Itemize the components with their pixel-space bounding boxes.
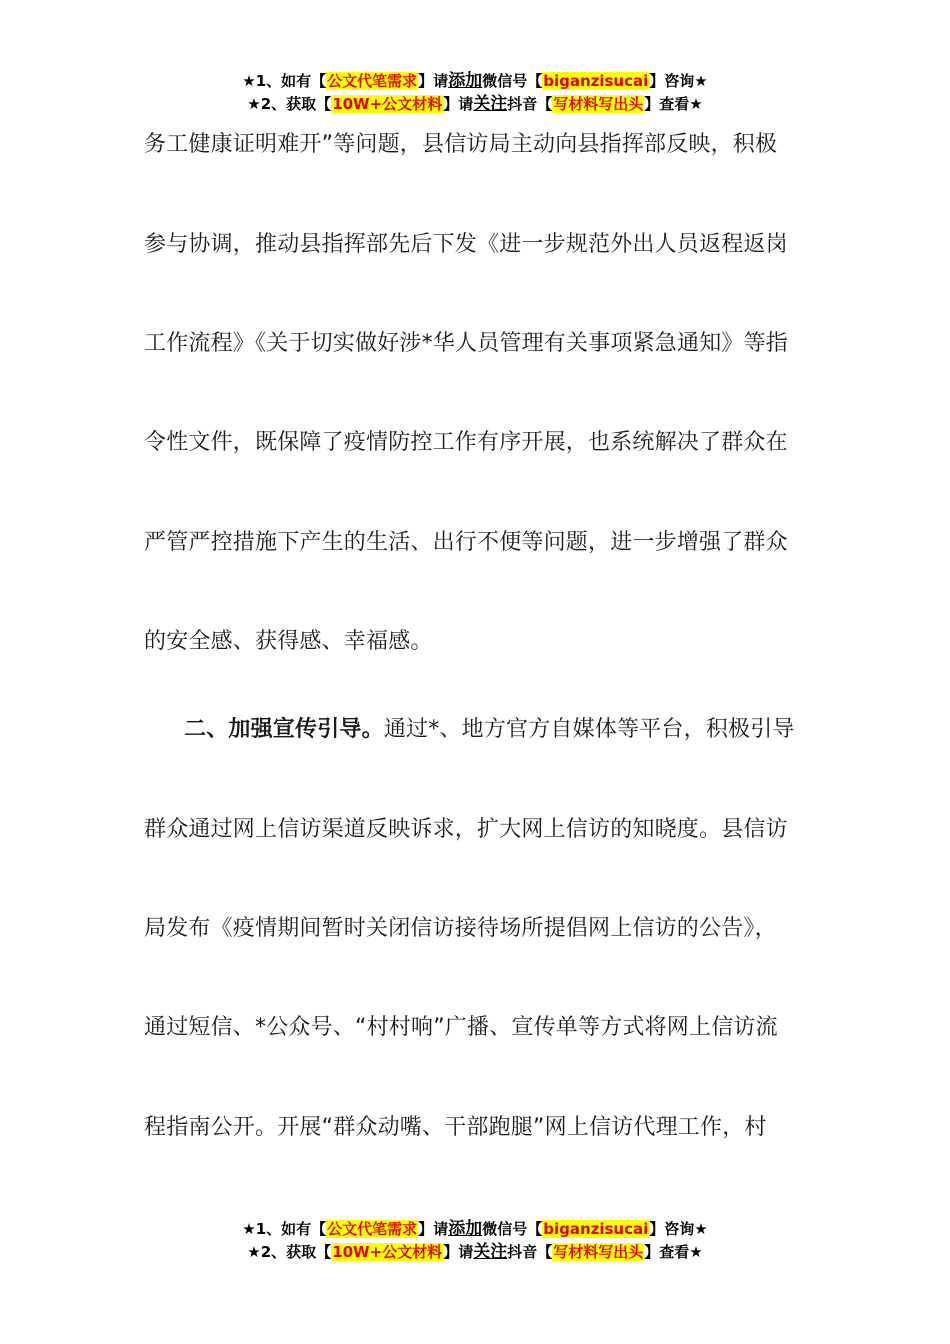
banner-line-1 xyxy=(0,70,950,93)
section-first-line xyxy=(184,715,806,745)
body-line: 程指南公开。开展“群众动嘴、干部跑腿”网上信访代理工作，村 xyxy=(144,1115,767,1140)
banner-text: 抖音【 xyxy=(507,95,553,113)
banner-text: 】咨询★ xyxy=(649,1220,708,1238)
banner-highlight: 公文代笔需求 xyxy=(327,72,418,90)
banner-highlight: biganzisucai xyxy=(543,72,649,90)
section-heading: 二、加强宣传引导。 xyxy=(184,717,384,742)
banner-text: ★1、如有【 xyxy=(242,1220,327,1238)
body-line: 严管严控措施下产生的生活、出行不便等问题，进一步增强了群众 xyxy=(144,530,788,555)
banner-line-2 xyxy=(0,1241,950,1264)
banner-underline: 添加 xyxy=(448,71,483,91)
banner-text: 微信号【 xyxy=(482,1220,543,1238)
banner-text: ★1、如有【 xyxy=(242,72,327,90)
header-banner xyxy=(0,70,950,116)
banner-highlight: 10W+公文材料 xyxy=(332,1243,443,1261)
banner-text: 】查看★ xyxy=(644,1243,703,1261)
banner-text: ★2、获取【 xyxy=(247,1243,332,1261)
banner-underline: 添加 xyxy=(448,1219,483,1239)
banner-text: 】请 xyxy=(418,72,449,90)
banner-text: 】咨询★ xyxy=(649,72,708,90)
body-line: 务工健康证明难开”等问题，县信访局主动向县指挥部反映，积极 xyxy=(144,132,778,157)
banner-highlight: biganzisucai xyxy=(543,1220,649,1238)
banner-underline: 关注 xyxy=(473,94,508,114)
banner-text: 】查看★ xyxy=(644,95,703,113)
banner-text: 抖音【 xyxy=(507,1243,553,1261)
banner-text: 】请 xyxy=(443,1243,474,1261)
banner-text: 】请 xyxy=(418,1220,449,1238)
banner-underline: 关注 xyxy=(473,1242,508,1262)
banner-text: 】请 xyxy=(443,95,474,113)
banner-highlight: 写材料写出头 xyxy=(553,1243,644,1261)
banner-line-1 xyxy=(0,1218,950,1241)
body-line: 参与协调，推动县指挥部先后下发《进一步规范外出人员返程返岗 xyxy=(144,232,788,257)
body-line: 群众通过网上信访渠道反映诉求，扩大网上信访的知晓度。县信访 xyxy=(144,817,788,842)
body-line: 通过短信、*公众号、“村村响”广播、宣传单等方式将网上信访流 xyxy=(144,1015,778,1040)
body-line: 局发布《疫情期间暂时关闭信访接待场所提倡网上信访的公告》， xyxy=(144,916,777,941)
banner-highlight: 10W+公文材料 xyxy=(332,95,443,113)
body-line: 令性文件，既保障了疫情防控工作有序开展，也系统解决了群众在 xyxy=(144,430,788,455)
banner-text: ★2、获取【 xyxy=(247,95,332,113)
banner-highlight: 公文代笔需求 xyxy=(327,1220,418,1238)
footer-banner xyxy=(0,1218,950,1264)
banner-highlight: 写材料写出头 xyxy=(553,95,644,113)
body-line: 的安全感、获得感、幸福感。 xyxy=(144,629,433,654)
body-text: 通过*、地方官方自媒体等平台，积极引导 xyxy=(383,717,795,742)
banner-text: 微信号【 xyxy=(482,72,543,90)
body-line: 工作流程》《关于切实做好涉*华人员管理有关事项紧急通知》等指 xyxy=(144,331,789,356)
banner-line-2 xyxy=(0,93,950,116)
